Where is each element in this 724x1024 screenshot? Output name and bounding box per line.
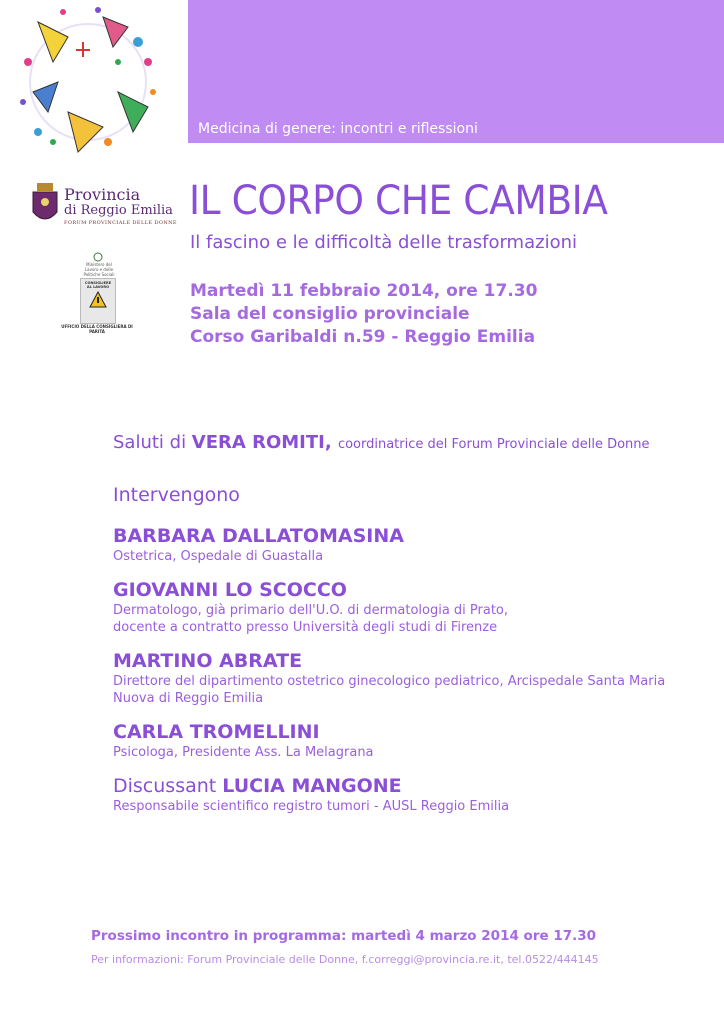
forum-flower-logo	[8, 2, 168, 162]
event-date: Martedì 11 febbraio 2014, ore 17.30	[190, 281, 538, 301]
provincia-name: Provincia di Reggio Emilia	[64, 185, 173, 218]
discussant-name: LUCIA MANGONE	[222, 775, 402, 797]
speaker-item	[113, 649, 713, 707]
speaker-desc: Direttore del dipartimento ostetrico ginecologico pediatrico, Arcispedale Santa Maria	[113, 674, 666, 689]
discussant-desc: Responsabile scientifico registro tumori - AUSL Reggio Emilia	[113, 799, 510, 814]
consigliera-label: CONSIGLIERE AL LAVORO	[84, 281, 112, 289]
discussant-item	[113, 774, 713, 815]
speaker-name: GIOVANNI LO SCOCCO	[113, 579, 347, 601]
consigliera-box	[80, 278, 116, 324]
speaker-item	[113, 578, 713, 636]
consigliera-ministry: Ministero del Lavoro e delle Politiche Sociali	[83, 262, 115, 277]
speaker-desc: Ostetrica, Ospedale di Guastalla	[113, 549, 324, 564]
event-venue: Sala del consiglio provinciale	[190, 304, 470, 324]
next-event: Prossimo incontro in programma: martedì 4 marzo 2014 ore 17.30	[91, 928, 597, 944]
speaker-name: MARTINO ABRATE	[113, 650, 303, 672]
series-title: Medicina di genere: incontri e riflessioni	[198, 121, 478, 137]
event-address: Corso Garibaldi n.59 - Reggio Emilia	[190, 327, 536, 347]
greetings-name: VERA ROMITI	[191, 432, 325, 453]
warning-icon	[89, 291, 107, 309]
discussant-name-line	[113, 774, 713, 798]
speaker-desc: Dermatologo, già primario dell'U.O. di dermatologia di Prato,	[113, 603, 509, 618]
speakers-list	[113, 524, 713, 828]
consigliera-office: UFFICIO DELLA CONSIGLIERA DI PARITÀ	[61, 324, 133, 334]
provincia-logo	[28, 180, 177, 232]
event-title: IL CORPO CHE CAMBIA	[189, 178, 608, 224]
speaker-item	[113, 524, 713, 565]
emblem-icon	[93, 252, 103, 262]
consigliera-logo	[58, 252, 136, 332]
discussant-prefix: Discussant	[113, 775, 223, 797]
speaker-name: BARBARA DALLATOMASINA	[113, 525, 404, 547]
greetings-role: coordinatrice del Forum Provinciale delle Donne	[337, 437, 650, 452]
event-details	[190, 280, 537, 349]
speaker-item	[113, 720, 713, 761]
speakers-heading: Intervengono	[113, 484, 240, 506]
greetings-prefix: Saluti di	[113, 432, 192, 453]
greetings-line	[113, 432, 650, 453]
greetings-comma: ,	[324, 432, 338, 453]
crest-icon	[28, 180, 62, 230]
provincia-sub: FORUM PROVINCIALE DELLE DONNE	[64, 220, 177, 226]
speaker-desc: Psicologa, Presidente Ass. La Melagrana	[113, 745, 374, 760]
speaker-name: CARLA TROMELLINI	[113, 721, 320, 743]
contact-info: Per informazioni: Forum Provinciale delle Donne, f.correggi@provincia.re.it, tel.0522/444145	[91, 953, 599, 966]
speaker-desc-2: Nuova di Reggio Emilia	[113, 691, 264, 706]
speaker-desc-2: docente a contratto presso Università degli studi di Firenze	[113, 620, 498, 635]
event-subtitle: Il fascino e le difficoltà delle trasformazioni	[190, 232, 577, 253]
